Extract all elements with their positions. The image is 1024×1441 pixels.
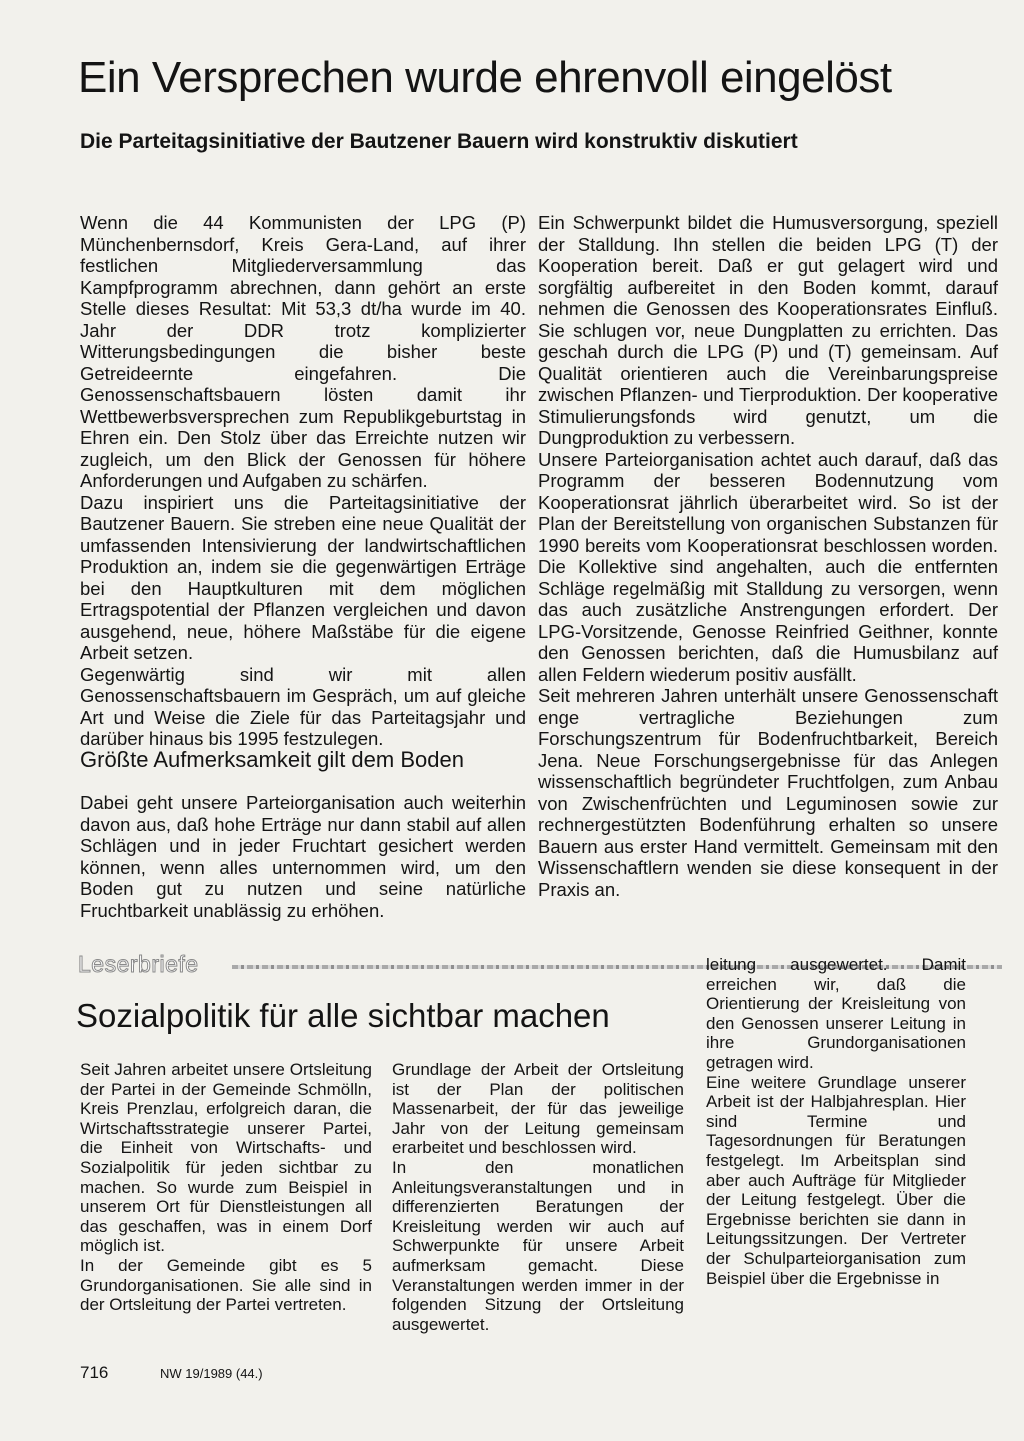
paragraph: Seit Jahren arbeitet unsere Ortsleitung der Partei in der Gemeinde Schmölln, Kreis Prenzlau, erfolgreich daran, die Wirtschaftsstrategie unserer Partei, die Einheit von Wirtschafts- und Sozialpolitik für jeden sichtbar zu machen. So wurde zum Beispiel in unserem Ort für Dienstleistungen all das geschaffen, was in einem Dorf möglich ist. [80,1060,372,1256]
article-column-1 [80,212,526,750]
paragraph: Ein Schwerpunkt bildet die Humusversorgung, speziell der Stalldung. Ihn stellen die beiden LPG (T) der Kooperation bereit. Daß er gut gelagert wird und sorgfältig aufbereitet in den Boden kommt, darauf nehmen die Genossen des Kooperationsrates Einfluß. Sie schlugen vor, neue Dungplatten zu errichten. Das geschah durch die LPG (P) und (T) gemeinsam. Auf Qualität orientieren auch die Vereinbarungspreise zwischen Pflanzen- und Tierproduktion. Der kooperative Stimulierungsfonds wird genutzt, um die Dungproduktion zu verbessern. [538,212,998,448]
paragraph: Gegenwärtig sind wir mit allen Genossenschaftsbauern im Gespräch, um auf gleiche Art und Weise die Ziele für das Parteitagsjahr und darüber hinaus bis 1995 festzulegen. [80,663,526,749]
section-subheading: Größte Aufmerksamkeit gilt dem Boden [80,747,464,772]
paragraph: Eine weitere Grundlage unserer Arbeit ist der Halbjahresplan. Hier sind Termine und Tagesordnungen für Beratungen festgelegt. Im Arbeitsplan sind aber auch Aufträge für Mitglieder der Leitung festgelegt. Über die Ergebnisse berichten sie dann in Leitungssitzungen. Der Vertreter der Schulparteiorganisation zum Beispiel über die Ergebnisse in [706,1072,966,1288]
letter-headline: Sozialpolitik für alle sichtbar machen [76,997,610,1034]
paragraph: Wenn die 44 Kommunisten der LPG (P) Münchenbernsdorf, Kreis Gera-Land, auf ihrer festlichen Mitgliederversammlung das Kampfprogramm abrechnen, dann gehört an erste Stelle dieses Resultat: Mit 53,3 dt/ha wurde im 40. Jahr der DDR trotz komplizierter Witterungsbedingungen die bisher beste Getreideernte eingefahren. Die Genossenschaftsbauern lösten damit ihr Wettbewerbsversprechen zum Republikgeburtstag in Ehren ein. Den Stolz über das Erreichte nutzen wir zugleich, um den Blick der Genossen für höhere Anforderungen und Aufgaben zu schärfen. [80,212,526,491]
paragraph: leitung ausgewertet. Damit erreichen wir, daß die Orientierung der Kreisleitung von den Genossen unserer Leitung in ihre Grundorganisationen getragen wird. [706,955,966,1072]
paragraph: In den monatlichen Anleitungsveranstaltungen und in differenzierten Beratungen der Kreisleitung werden wir auch auf Schwerpunkte für unsere Arbeit aufmerksam gemacht. Diese Veranstaltungen werden immer in der folgenden Sitzung der Ortsleitung ausgewertet. [392,1157,684,1334]
paragraph: Grundlage der Arbeit der Ortsleitung ist der Plan der politischen Massenarbeit, der für das jeweilige Jahr von der Leitung gemeinsam erarbeitet und beschlossen wird. [392,1060,684,1158]
article-column-2 [538,212,998,900]
letter-column-3 [706,955,966,1288]
page-number: 716 [80,1363,109,1382]
article-column-1b [80,792,526,921]
paragraph: Seit mehreren Jahren unterhält unsere Genossenschaft enge vertragliche Beziehungen zum Forschungszentrum für Bodenfruchtbarkeit, Bereich Jena. Neue Forschungsergebnisse für das Anlegen wissenschaftlich begründeter Fruchtfolgen, zum Anbau von Zwischenfrüchten und Leguminosen sowie zur rechnergestützten Bodenführung erhalten so unsere Bauern aus erster Hand vermittelt. Gemeinsam mit den Wissenschaftlern wenden sie diese konsequent in der Praxis an. [538,685,998,900]
issue-label: NW 19/1989 (44.) [160,1366,263,1381]
letter-column-2 [392,1060,684,1334]
paragraph: Dazu inspiriert uns die Parteitagsinitiative der Bautzener Bauern. Sie streben eine neue Qualität der umfassenden Intensivierung der landwirtschaftlichen Produktion an, indem sie die gegenwärtigen Erträge bei den Hauptkulturen mit dem möglichen Ertragspotential der Pflanzen vergleichen und davon ausgehend, neue, höhere Maßstäbe für die eigene Arbeit setzen. [80,491,526,663]
article-headline: Ein Versprechen wurde ehrenvoll eingelöst [78,53,892,102]
paragraph: In der Gemeinde gibt es 5 Grundorganisationen. Sie alle sind in der Ortsleitung der Partei vertreten. [80,1255,372,1315]
paragraph: Dabei geht unsere Parteiorganisation auch weiterhin davon aus, daß hohe Erträge nur dann stabil auf allen Schlägen und in jeder Fruchtart gesichert werden können, wenn alles unternommen wird, um den Boden gut zu nutzen und seine natürliche Fruchtbarkeit unablässig zu erhöhen. [80,792,526,921]
article-subheadline: Die Parteitagsinitiative der Bautzener Bauern wird konstruktiv diskutiert [80,130,798,153]
section-rubric: Leserbriefe [78,951,199,977]
paragraph: Unsere Parteiorganisation achtet auch darauf, daß das Programm der besseren Bodennutzung vom Kooperationsrat jährlich überarbeitet wird. So ist der Plan der Bereitstellung von organischen Substanzen für 1990 bereits vom Kooperationsrat beschlossen worden. Die Kollektive sind angehalten, auch die entfernten Schläge regelmäßig mit Stalldung zu versorgen, wenn das auch zusätzliche Anstrengungen erfordert. Der LPG-Vorsitzende, Genosse Reinfried Geithner, konnte den Genossen berichten, daß die Humusbilanz auf allen Feldern wiederum positiv ausfällt. [538,448,998,685]
letter-column-1 [80,1060,372,1315]
